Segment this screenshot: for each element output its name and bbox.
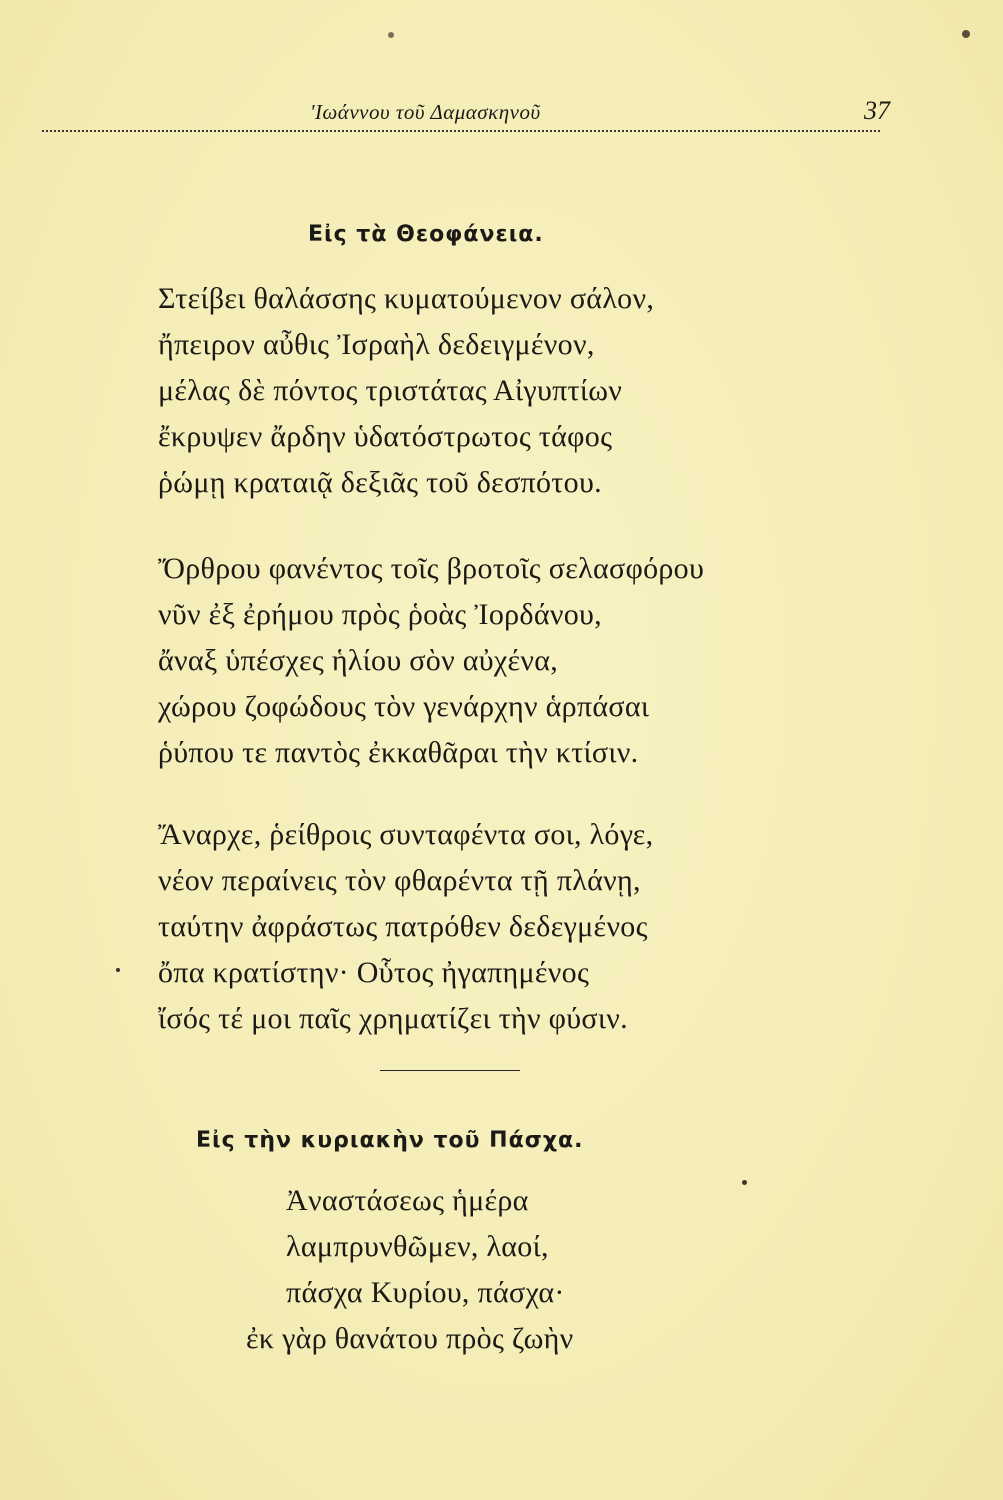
running-title: 'Ιωάννου τοῦ Δαμασκηνοῦ [310, 100, 541, 124]
verse-line: μέλας δὲ πόντος τριστάτας Αἰγυπτίων [158, 374, 623, 407]
verse-line: ῥώμῃ κραταιᾷ δεξιᾶς τοῦ δεσπότου. [158, 466, 602, 499]
verse-line: Ὄρθρου φανέντος τοῖς βροτοῖς σελασφόρου [158, 552, 705, 585]
ink-speck [962, 30, 970, 38]
stanza-1 [158, 276, 654, 506]
stanza-3 [158, 812, 653, 1042]
section-heading-easter: Εἰς τὴν κυριακὴν τοῦ Πάσχα. [196, 1128, 584, 1153]
verse-line: ἤπειρον αὖθις Ἰσραὴλ δεδειγμένον, [158, 328, 595, 361]
stanza-easter [0, 1178, 1003, 1362]
verse-line: πάσχα Κυρίου, πάσχα· [286, 1276, 565, 1309]
verse-line: ὄπα κρατίστην· Οὗτος ἠγαπημένος [158, 956, 590, 989]
section-heading-theophany: Εἰς τὰ Θεοφάνεια. [308, 222, 544, 247]
verse-line: ἄναξ ὑπέσχες ἡλίου σὸν αὐχένα, [158, 644, 559, 677]
verse-line: νῦν ἐξ ἐρήμου πρὸς ῥοὰς Ἰορδάνου, [158, 598, 602, 631]
verse-line: ἐκ γὰρ θανάτου πρὸς ζωὴν [246, 1322, 574, 1355]
section-divider [380, 1070, 520, 1071]
verse-line: Ἄναρχε, ῥείθροις συνταφέντα σοι, λόγε, [158, 818, 654, 851]
running-head [40, 92, 890, 132]
verse-line: νέον περαίνεις τὸν φθαρέντα τῇ πλάνῃ, [158, 864, 641, 897]
verse-line: Ἀναστάσεως ἡμέρα [286, 1184, 529, 1217]
header-rule [42, 130, 880, 132]
verse-line: χώρου ζοφώδους τὸν γενάρχην ἁρπάσαι [158, 690, 650, 723]
ink-speck [388, 32, 394, 38]
verse-line: ῥύπου τε παντὸς ἐκκαθᾶραι τὴν κτίσιν. [158, 736, 639, 769]
verse-line: λαμπρυνθῶμεν, λαοί, [286, 1230, 549, 1263]
verse-line: ἔκρυψεν ἄρδην ὑδατόστρωτος τάφος [158, 420, 613, 453]
ink-speck [116, 968, 120, 972]
verse-line: ἴσός τέ μοι παῖς χρηματίζει τὴν φύσιν. [158, 1002, 628, 1035]
verse-line: Στείβει θαλάσσης κυματούμενον σάλον, [158, 282, 655, 315]
stanza-2 [158, 546, 704, 776]
page-number: 37 [864, 96, 890, 125]
verse-line: ταύτην ἀφράστως πατρόθεν δεδεγμένος [158, 910, 648, 943]
